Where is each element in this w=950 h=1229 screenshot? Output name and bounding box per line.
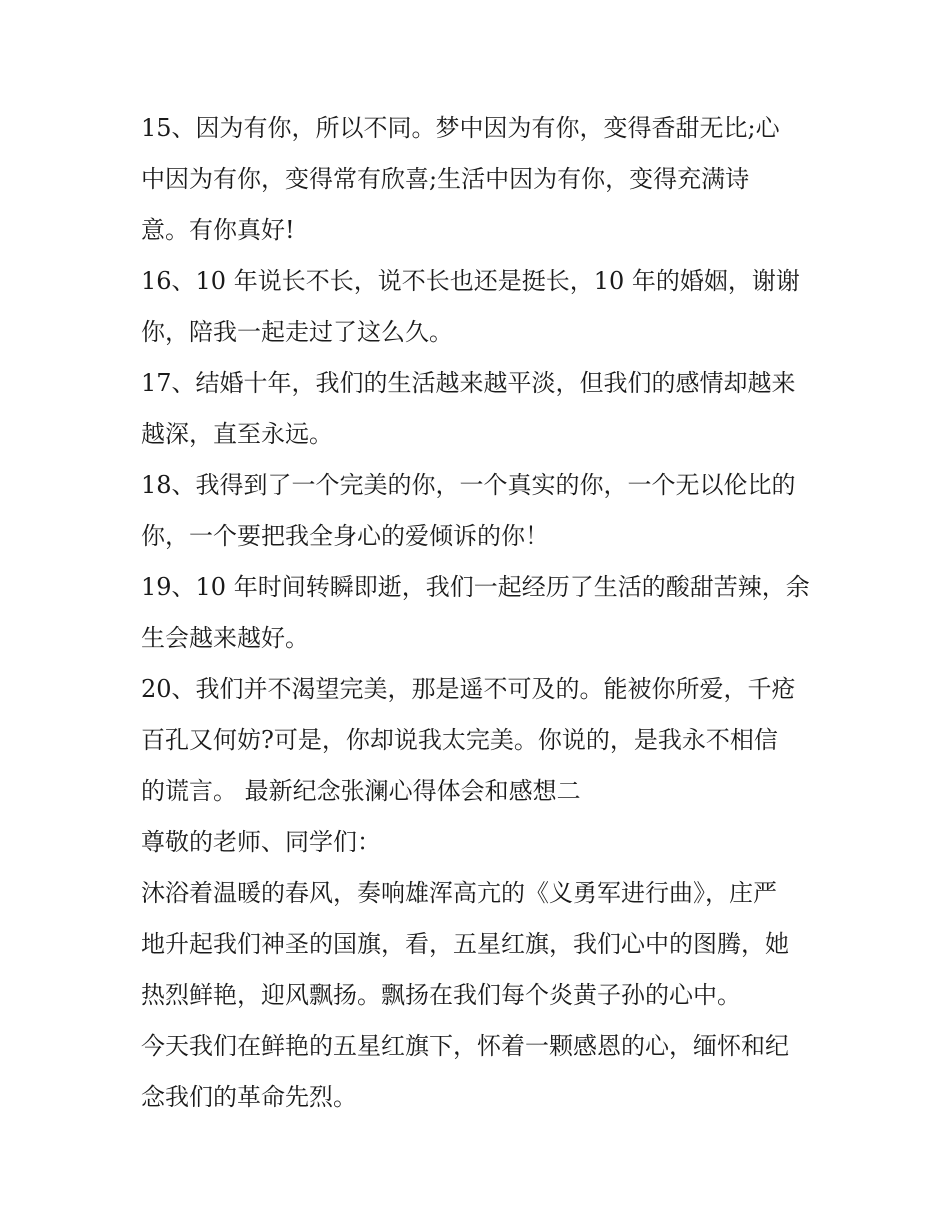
document-body <box>141 103 821 1123</box>
text-line: 念我们的革命先烈。 <box>141 1083 357 1111</box>
text-line: 今天我们在鲜艳的五星红旗下，怀着一颗感恩的心，缅怀和纪 <box>141 1032 789 1060</box>
text-line: 地升起我们神圣的国旗，看，五星红旗，我们心中的图腾，她 <box>141 930 789 958</box>
text-line: 18、我得到了一个完美的你，一个真实的你，一个无以伦比的 <box>141 471 796 499</box>
text-line: 20、我们并不渴望完美，那是遥不可及的。能被你所爱，千疮 <box>141 675 796 703</box>
text-line: 你，一个要把我全身心的爱倾诉的你！ <box>141 522 549 550</box>
text-line: 17、结婚十年，我们的生活越来越平淡，但我们的感情却越来 <box>141 369 796 397</box>
text-line: 16、10 年说长不长，说不长也还是挺长，10 年的婚姻，谢谢 <box>141 267 800 295</box>
text-line: 百孔又何妨?可是，你却说我太完美。你说的，是我永不相信 <box>141 726 778 754</box>
text-line: 你，陪我一起走过了这么久。 <box>141 318 453 346</box>
text-line: 生会越来越好。 <box>141 624 309 652</box>
text-line: 热烈鲜艳，迎风飘扬。飘扬在我们每个炎黄子孙的心中。 <box>141 981 741 1009</box>
text-line: 15、因为有你，所以不同。梦中因为有你，变得香甜无比;心 <box>141 114 780 142</box>
text-line: 尊敬的老师、同学们： <box>141 828 381 856</box>
text-line: 19、10 年时间转瞬即逝，我们一起经历了生活的酸甜苦辣，余 <box>141 573 810 601</box>
text-line: 沐浴着温暖的春风，奏响雄浑高亢的《义勇军进行曲》，庄严 <box>141 879 777 907</box>
text-line: 越深，直至永远。 <box>141 420 333 448</box>
text-line: 中因为有你，变得常有欣喜;生活中因为有你，变得充满诗 <box>141 165 750 193</box>
text-line: 的谎言。 最新纪念张澜心得体会和感想二 <box>141 777 581 805</box>
text-line: 意。有你真好! <box>141 216 295 244</box>
